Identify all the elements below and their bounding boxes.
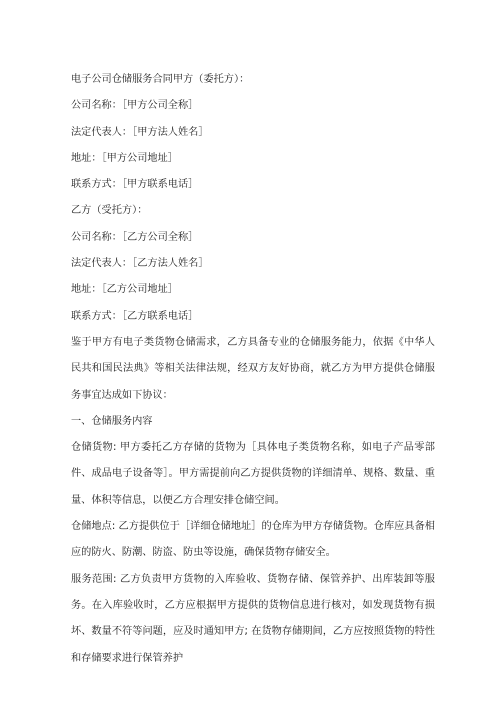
party-a-company-name: 公司名称：［甲方公司全称］ [71,100,199,112]
party-b-company-name: 公司名称：［乙方公司全称］ [71,231,199,243]
party-b-heading: 乙方（受托方）： [71,205,148,217]
party-b-contact: 联系方式：［乙方联系电话］ [71,310,199,322]
party-a-contact: 联系方式：［甲方联系电话］ [71,179,199,191]
section-1-title: 一、仓储服务内容 [71,415,153,427]
location-paragraph: 仓储地点: 乙方提供位于［详细仓储地址］的仓库为甲方存储货物。仓库应具备相应的防火、防潮、防盗、防虫等设施，确保货物存储安全。 [71,521,435,559]
contract-title-party-a: 电子公司仓储服务合同甲方（委托方）： [71,74,250,85]
party-b-address: 地址：［乙方公司地址］ [71,284,178,296]
contract-body [71,67,435,672]
party-a-address: 地址：［甲方公司地址］ [71,152,178,164]
scope-paragraph: 服务范围: 乙方负责甲方货物的入库验收、货物存储、保管养护、出库装卸等服务。在入库验收时，乙方应根据甲方提供的货物信息进行核对，如发现货物有损坏、数量不符等问题，应及时通知甲方; 在货物存储期间，乙方应按照货物的特性和存储要求进行保管养护 [71,573,435,664]
party-b-legal-rep: 法定代表人：［乙方法人姓名］ [71,258,209,270]
party-a-legal-rep: 法定代表人：［甲方法人姓名］ [71,126,209,138]
goods-paragraph: 仓储货物: 甲方委托乙方存储的货物为［具体电子类货物名称，如电子产品零部件、成品电子设备等］。甲方需提前向乙方提供货物的详细清单、规格、数量、重量、体积等信息，以便乙方合理安排仓储空间。 [71,442,435,506]
preamble-paragraph: 鉴于甲方有电子类货物仓储需求，乙方具备专业的仓储服务能力，依据《中华人民共和国民法典》等相关法律法规，经双方友好协商，就乙方为甲方提供仓储服务事宜达成如下协议： [71,336,435,401]
